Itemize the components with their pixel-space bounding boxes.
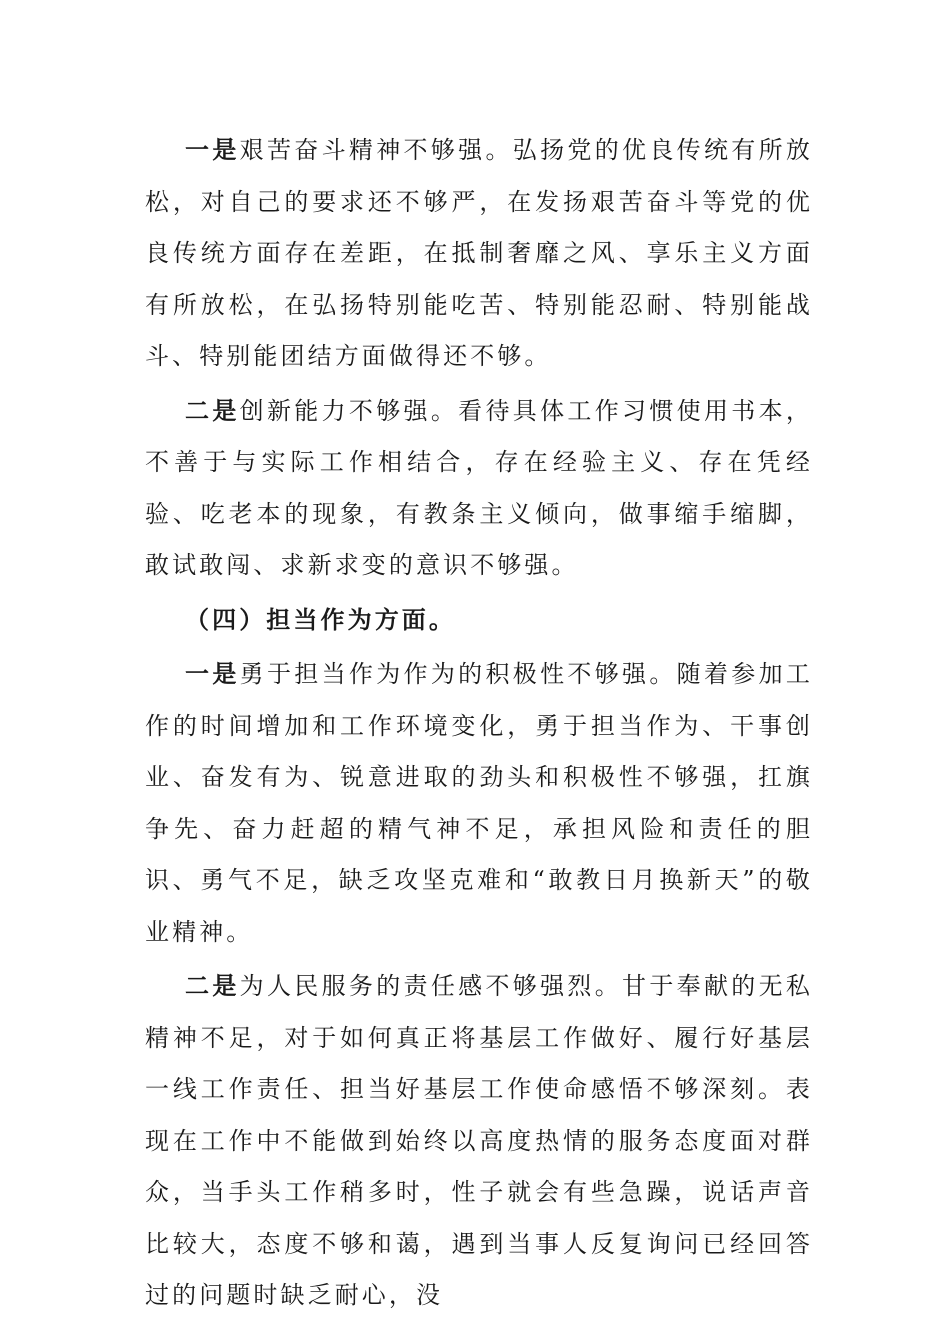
paragraph-service: [145, 961, 813, 1322]
paragraph-hardwork: [145, 125, 813, 383]
paragraph-lead: 一是: [185, 660, 240, 688]
paragraph-lead: 二是: [185, 972, 240, 1000]
paragraph-text: 艰苦奋斗精神不够强。弘扬党的优良传统有所放松，对自己的要求还不够严，在发扬艰苦奋斗等党的优良传统方面存在差距，在抵制奢靡之风、享乐主义方面有所放松，在弘扬特别能吃苦、特别能忍耐、特别能战斗、特别能团结方面做得还不够。: [145, 136, 814, 370]
document-body: [145, 125, 813, 1322]
paragraph-text: 为人民服务的责任感不够强烈。甘于奉献的无私精神不足，对于如何真正将基层工作做好、履行好基层一线工作责任、担当好基层工作使命感悟不够深刻。表现在工作中不能做到始终以高度热情的服务态度面对群众，当手头工作稍多时，性子就会有些急躁，说话声音比较大，态度不够和蔼，遇到当事人反复询问已经回答过的问题时缺乏耐心，没: [145, 972, 814, 1309]
paragraph-text: 勇于担当作为作为的积极性不够强。随着参加工作的时间增加和工作环境变化，勇于担当作为、干事创业、奋发有为、锐意进取的劲头和积极性不够强，扛旗争先、奋力赶超的精气神不足，承担风险和责任的胆识、勇气不足，缺乏攻坚克难和“敢教日月换新天”的敬业精神。: [145, 660, 814, 946]
paragraph-lead: 一是: [185, 136, 240, 164]
paragraph-responsibility: [145, 649, 813, 958]
paragraph-innovation: [145, 386, 813, 592]
paragraph-text: 创新能力不够强。看待具体工作习惯使用书本，不善于与实际工作相结合，存在经验主义、存在凭经验、吃老本的现象，有教条主义倾向，做事缩手缩脚，敢试敢闯、求新求变的意识不够强。: [145, 396, 814, 579]
section-heading: （四）担当作为方面。: [185, 605, 456, 634]
paragraph-lead: 二是: [185, 396, 240, 425]
